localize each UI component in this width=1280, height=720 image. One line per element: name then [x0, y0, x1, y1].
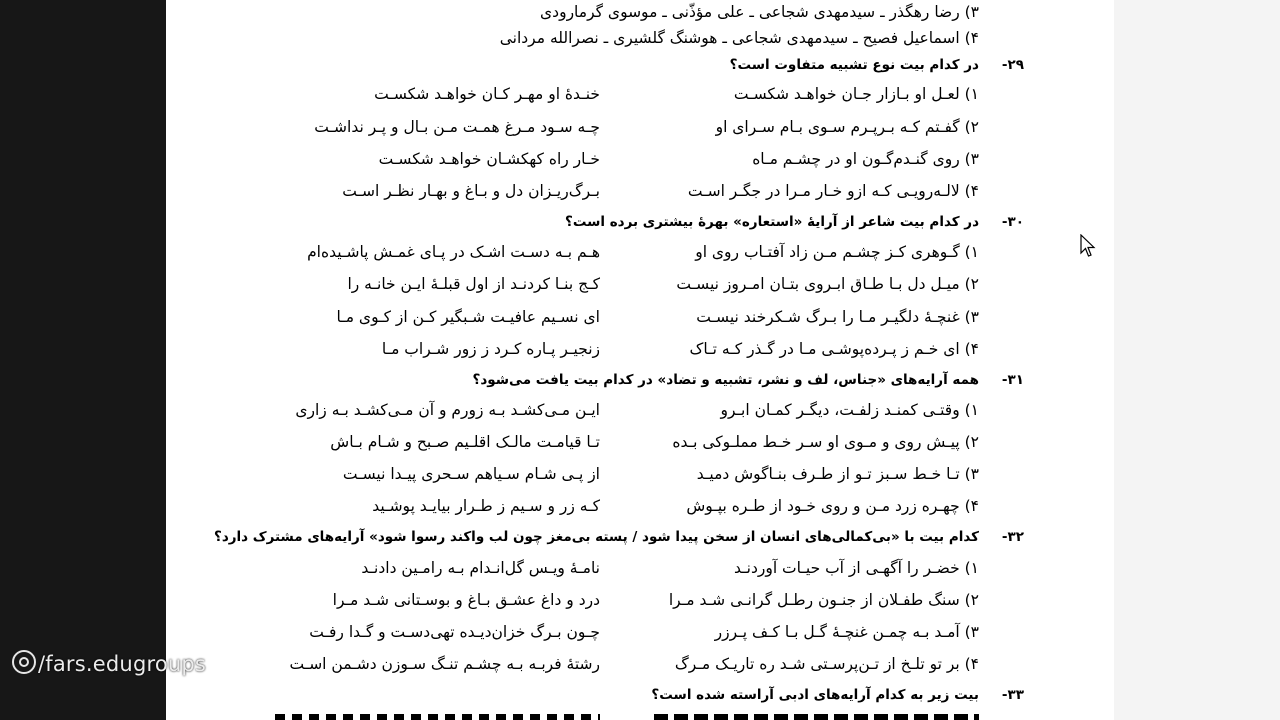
- option-second-hemistich: کـه زر و سـیم ز طـرار بیایـد پوشـید: [372, 497, 600, 515]
- option-second-hemistich: ایـن مـی‌کشـد بـه زورم و آن مـی‌کشـد بـه زاری: [295, 401, 600, 419]
- option-first-hemistich: ۳) روی گنـدم‌گـون او در چشـم مـاه: [752, 150, 979, 168]
- option-first-hemistich: ۴) لالـه‌رویـی کـه ازو خـار مـرا در جگـر اسـت: [687, 182, 979, 200]
- cut-off-text-line: [654, 714, 979, 720]
- option-first-hemistich: ۱) گـوهری کـز چشـم مـن زاد آفتـاب روی او: [695, 243, 979, 261]
- option-second-hemistich: از پـی شـام سـیاهم سـحری پیـدا نیسـت: [342, 465, 600, 483]
- option-second-hemistich: ای نسـیم عافیـت شـبگیر کـن از کـوی مـا: [336, 308, 600, 326]
- option-first-hemistich: ۴) چهـره زرد مـن و روی خـود از طـره بپـوش: [686, 497, 979, 515]
- option-first-hemistich: ۴) ای خـم ز پـرده‌پوشـی مـا در گـذر کـه تـاک: [689, 340, 979, 358]
- prev-option-3: ۳) رضا رهگذر ـ سیدمهدی شجاعی ـ علی مؤذّنی ـ موسوی گرمارودی: [540, 3, 979, 21]
- question-number: ۳۲-: [1001, 529, 1024, 545]
- option-second-hemistich: چـه سـود مـرغ همـت مـن بـال و پـر نداشـت: [314, 118, 600, 136]
- option-second-hemistich: تـا قیامـت مالـک اقلـیم صـبح و شـام بـاش: [330, 433, 600, 451]
- option-first-hemistich: ۱) خضـر را آگهـی از آب حیـات آوردنـد: [733, 559, 979, 577]
- cut-off-text-line: [275, 714, 600, 720]
- question-text: در کدام بیت شاعر از آرایۀ «استعاره» بهرۀ بیشتری برده است؟: [564, 214, 979, 230]
- option-first-hemistich: ۲) پیـش روی و مـوی او سـر خـط مملـوکی بـده: [672, 433, 979, 451]
- mouse-pointer-icon: [1080, 234, 1096, 258]
- channel-watermark: [12, 650, 206, 676]
- question-number: ۲۹-: [1001, 57, 1024, 73]
- option-second-hemistich: کـج بنـا کردنـد از اول قبلـۀ ایـن خانـه را: [347, 275, 600, 293]
- option-second-hemistich: خـار راه کهکشـان خواهـد شکسـت: [378, 150, 600, 168]
- option-second-hemistich: بـرگ‌ریـزان دل و بـاغ و بهـار نظـر اسـت: [342, 182, 600, 200]
- question-number: ۳۰-: [1001, 214, 1024, 230]
- option-first-hemistich: ۳) غنچـۀ دلگیـر مـا را بـرگ شـکرخند نیسـت: [696, 308, 979, 326]
- camera-lens-icon: [12, 650, 36, 674]
- option-second-hemistich: زنجیـر پـاره کـرد ز زور شـراب مـا: [381, 340, 600, 358]
- prev-option-4: ۴) اسماعیل فصیح ـ سیدمهدی شجاعی ـ هوشنگ گلشیری ـ نصرالله مردانی: [499, 29, 979, 47]
- option-first-hemistich: ۳) تـا خـط سـبز تـو از طـرف بنـاگوش دمیـد: [696, 465, 979, 483]
- question-text: کدام بیت با «بی‌کمالی‌های انسان از سخن پیدا شود / پسته بی‌مغز چون لب واکند رسوا شود» آرایه‌های مشترک دارد؟: [214, 529, 979, 545]
- option-second-hemistich: درد و داغ عشـق بـاغ و بوسـتانی شـد مـرا: [332, 591, 600, 609]
- option-first-hemistich: ۲) سنگ طفـلان از جنـون رطـل گرانـی شـد مـرا: [668, 591, 979, 609]
- option-second-hemistich: نامـۀ ویـس گل‌انـدام بـه رامـین دادنـد: [361, 559, 600, 577]
- option-second-hemistich: چـون بـرگ خزان‌دیـده تهی‌دسـت و گـدا رفـت: [309, 623, 600, 641]
- option-first-hemistich: ۳) آمـد بـه چمـن غنچـۀ گـل بـا کـف پـرزر: [714, 623, 979, 641]
- right-letterbox: [1114, 0, 1280, 720]
- option-second-hemistich: خنـدۀ او مهـر کـان خواهـد شکسـت: [374, 85, 600, 103]
- watermark-text: /fars.edugroups: [38, 652, 207, 676]
- question-number: ۳۱-: [1001, 372, 1024, 388]
- option-first-hemistich: ۲) گفـتم کـه بـرپـرم سـوی بـام سـرای او: [715, 118, 979, 136]
- question-text: در کدام بیت نوع تشبیه متفاوت است؟: [729, 57, 979, 73]
- question-text: همه آرایه‌های «جناس، لف و نشر، تشبیه و تضاد» در کدام بیت یافت می‌شود؟: [472, 372, 979, 388]
- option-second-hemistich: هـم بـه دسـت اشـک در پـای غمـش پاشـیده‌ام: [307, 243, 600, 261]
- option-first-hemistich: ۱) لعـل او بـازار جـان خواهـد شکسـت: [733, 85, 979, 103]
- option-first-hemistich: ۴) بر تو تلـخ از تـن‌پرسـتی شـد ره تاریـک مـرگ: [674, 655, 979, 673]
- option-first-hemistich: ۲) میـل دل بـا طـاق ابـروی بتـان امـروز نیسـت: [676, 275, 979, 293]
- option-second-hemistich: رشتۀ فربـه بـه چشـم تنـگ سـوزن دشـمن اسـت: [289, 655, 600, 673]
- left-letterbox: [0, 0, 166, 720]
- option-first-hemistich: ۱) وقتـی کمنـد زلفـت، دیگـر کمـان ابـرو: [720, 401, 979, 419]
- question-number: ۳۳-: [1001, 687, 1024, 703]
- question-text: بیت زیر به کدام آرایه‌های ادبی آراسته شده است؟: [651, 687, 979, 703]
- document-page: [166, 0, 1114, 720]
